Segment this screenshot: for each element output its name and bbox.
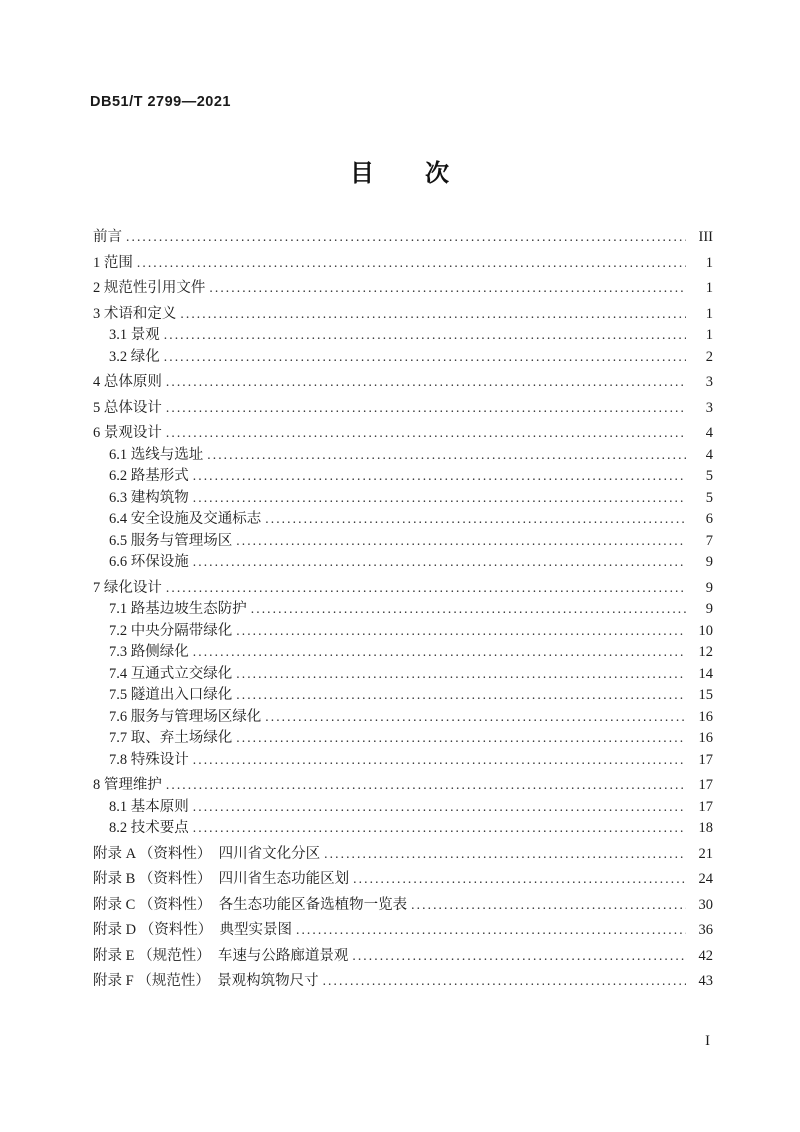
toc-entry <box>93 843 713 865</box>
toc-entry-page: 42 <box>698 947 713 964</box>
toc-entry <box>93 422 713 444</box>
toc-entry <box>93 868 713 890</box>
toc-dot-leader <box>236 530 686 553</box>
toc-entry-page: 16 <box>698 708 713 725</box>
toc-dot-leader <box>353 868 686 891</box>
toc-dot-leader <box>166 371 686 394</box>
toc-entry <box>93 727 713 749</box>
toc-dot-leader <box>193 465 686 488</box>
toc-entry-label: 4 总体原则 <box>93 374 162 390</box>
toc-entry-label: 7.5 隧道出入口绿化 <box>109 687 233 703</box>
toc-entry-label: 7.4 互通式立交绿化 <box>109 665 233 682</box>
toc-dot-leader <box>296 919 686 942</box>
toc-dot-leader <box>164 324 686 347</box>
toc-entry-label: 6.6 环保设施 <box>109 554 189 570</box>
toc-entry-page: 5 <box>705 489 713 506</box>
toc-dot-leader <box>166 774 686 797</box>
toc-entry-page: III <box>698 229 713 245</box>
toc-entry-page: 16 <box>698 730 713 746</box>
toc-dot-leader <box>166 577 686 600</box>
toc-entry-label: 7.1 路基边坡生态防护 <box>109 601 247 617</box>
toc-dot-leader <box>193 796 686 819</box>
toc-entry <box>93 620 713 642</box>
toc-entry-page: 12 <box>698 644 713 660</box>
toc-entry <box>93 252 713 274</box>
toc-entry-page: 4 <box>705 446 713 463</box>
toc-entry-label: 6.1 选线与选址 <box>109 446 204 463</box>
toc-entry-page: 14 <box>698 665 713 682</box>
toc-entry-label: 6.4 安全设施及交通标志 <box>109 511 262 527</box>
toc-entry <box>93 684 713 706</box>
toc-entry-page: 21 <box>698 845 713 862</box>
toc-dot-leader <box>166 422 686 445</box>
toc-entry <box>93 598 713 620</box>
toc-dot-leader <box>236 684 686 707</box>
toc-entry <box>93 749 713 771</box>
toc-entry-page: 4 <box>705 425 713 441</box>
toc-entry-page: 9 <box>705 601 713 617</box>
toc-entry-page: 2 <box>705 348 713 365</box>
toc-entry-page: 17 <box>698 751 713 768</box>
toc-entry <box>93 551 713 573</box>
toc-entry <box>93 226 713 248</box>
toc-entry <box>93 817 713 839</box>
toc-entry <box>93 919 713 941</box>
toc-entry-label: 5 总体设计 <box>93 399 162 416</box>
toc-entry-label: 7.7 取、弃土场绿化 <box>109 730 233 746</box>
toc-entry-label: 7.2 中央分隔带绿化 <box>109 622 233 639</box>
toc-entry <box>93 970 713 992</box>
toc-dot-leader <box>209 277 686 300</box>
toc-dot-leader <box>236 663 686 686</box>
toc-dot-leader <box>251 598 686 621</box>
toc-entry-label: 6.2 路基形式 <box>109 468 189 484</box>
toc-entry-page: 30 <box>698 896 713 913</box>
toc-dot-leader <box>324 843 686 866</box>
toc-dot-leader <box>193 641 686 664</box>
toc-entry-label: 6.5 服务与管理场区 <box>109 532 233 549</box>
toc-dot-leader <box>411 894 686 917</box>
page-title: 目 次 <box>350 161 450 187</box>
toc-entry-page: 1 <box>705 305 713 322</box>
toc-entry-page: 18 <box>698 820 713 836</box>
toc-entry-label: 8.1 基本原则 <box>109 798 189 815</box>
toc-entry-page: 1 <box>705 280 713 296</box>
toc-entry-label: 3.1 景观 <box>109 327 160 343</box>
toc-entry <box>93 577 713 599</box>
toc-dot-leader <box>352 945 686 968</box>
toc-entry-label: 7.8 特殊设计 <box>109 751 189 768</box>
toc-entry <box>93 397 713 419</box>
toc-dot-leader <box>166 397 686 420</box>
toc-dot-leader <box>126 226 686 249</box>
toc-entry-label: 8.2 技术要点 <box>109 820 189 836</box>
toc-dot-leader <box>265 706 686 729</box>
toc-entry <box>93 277 713 299</box>
toc-entry-label: 8 管理维护 <box>93 777 162 793</box>
toc-dot-leader <box>164 346 686 369</box>
toc-entry-label: 1 范围 <box>93 254 133 271</box>
toc-entry-page: 9 <box>705 554 713 570</box>
toc-dot-leader <box>193 817 686 840</box>
toc-entry-page: 1 <box>705 327 713 343</box>
toc-entry <box>93 444 713 466</box>
toc-dot-leader <box>137 252 686 275</box>
toc-entry-label: 6 景观设计 <box>93 425 162 441</box>
toc-entry-page: 3 <box>705 374 713 390</box>
toc-dot-leader <box>323 970 686 993</box>
toc-entry <box>93 641 713 663</box>
toc-entry-page: 6 <box>705 511 713 527</box>
toc-entry-label: 6.3 建构筑物 <box>109 489 189 506</box>
toc-dot-leader <box>193 551 686 574</box>
toc-dot-leader <box>207 444 686 467</box>
toc-entry <box>93 324 713 346</box>
standard-code: DB51/T 2799—2021 <box>90 94 231 110</box>
toc-dot-leader <box>193 749 686 772</box>
toc-entry-label: 附录 E （规范性） 车速与公路廊道景观 <box>93 947 349 964</box>
toc-entry-page: 17 <box>698 777 713 793</box>
toc-entry-page: 43 <box>698 973 713 989</box>
toc-entry <box>93 303 713 325</box>
toc-entry <box>93 706 713 728</box>
toc-entry-label: 附录 F （规范性） 景观构筑物尺寸 <box>93 973 319 989</box>
toc-entry-page: 5 <box>705 468 713 484</box>
toc-entry-page: 15 <box>698 687 713 703</box>
toc-entry-label: 3 术语和定义 <box>93 305 177 322</box>
toc-entry <box>93 945 713 967</box>
toc-entry-label: 7.6 服务与管理场区绿化 <box>109 708 262 725</box>
toc-entry <box>93 487 713 509</box>
toc-dot-leader <box>236 620 686 643</box>
toc-entry-label: 3.2 绿化 <box>109 348 160 365</box>
footer-page-number: I <box>705 1033 710 1049</box>
toc-entry-label: 前言 <box>93 229 122 245</box>
toc-entry <box>93 465 713 487</box>
toc-list <box>93 226 713 992</box>
toc-entry-page: 1 <box>705 254 713 271</box>
toc-entry-label: 附录 D （资料性） 典型实景图 <box>93 922 292 938</box>
toc-dot-leader <box>193 487 686 510</box>
toc-entry <box>93 346 713 368</box>
toc-entry-page: 7 <box>705 532 713 549</box>
toc-entry-label: 附录 B （资料性） 四川省生态功能区划 <box>93 871 350 887</box>
toc-entry-page: 36 <box>698 922 713 938</box>
toc-entry-label: 7.3 路侧绿化 <box>109 644 189 660</box>
toc-entry <box>93 371 713 393</box>
toc-dot-leader <box>236 727 686 750</box>
toc-entry-label: 2 规范性引用文件 <box>93 280 206 296</box>
toc-dot-leader <box>265 508 686 531</box>
toc-entry-label: 附录 A （资料性） 四川省文化分区 <box>93 845 321 862</box>
toc-entry-page: 17 <box>698 798 713 815</box>
toc-entry <box>93 894 713 916</box>
toc-entry-page: 3 <box>705 399 713 416</box>
toc-entry <box>93 774 713 796</box>
toc-entry-page: 24 <box>698 871 713 887</box>
toc-dot-leader <box>180 303 686 326</box>
toc-entry <box>93 796 713 818</box>
toc-entry-label: 7 绿化设计 <box>93 579 162 596</box>
toc-entry <box>93 530 713 552</box>
toc-entry <box>93 663 713 685</box>
toc-entry <box>93 508 713 530</box>
toc-entry-page: 9 <box>705 579 713 596</box>
toc-entry-page: 10 <box>698 622 713 639</box>
toc-entry-label: 附录 C （资料性） 各生态功能区备选植物一览表 <box>93 896 408 913</box>
